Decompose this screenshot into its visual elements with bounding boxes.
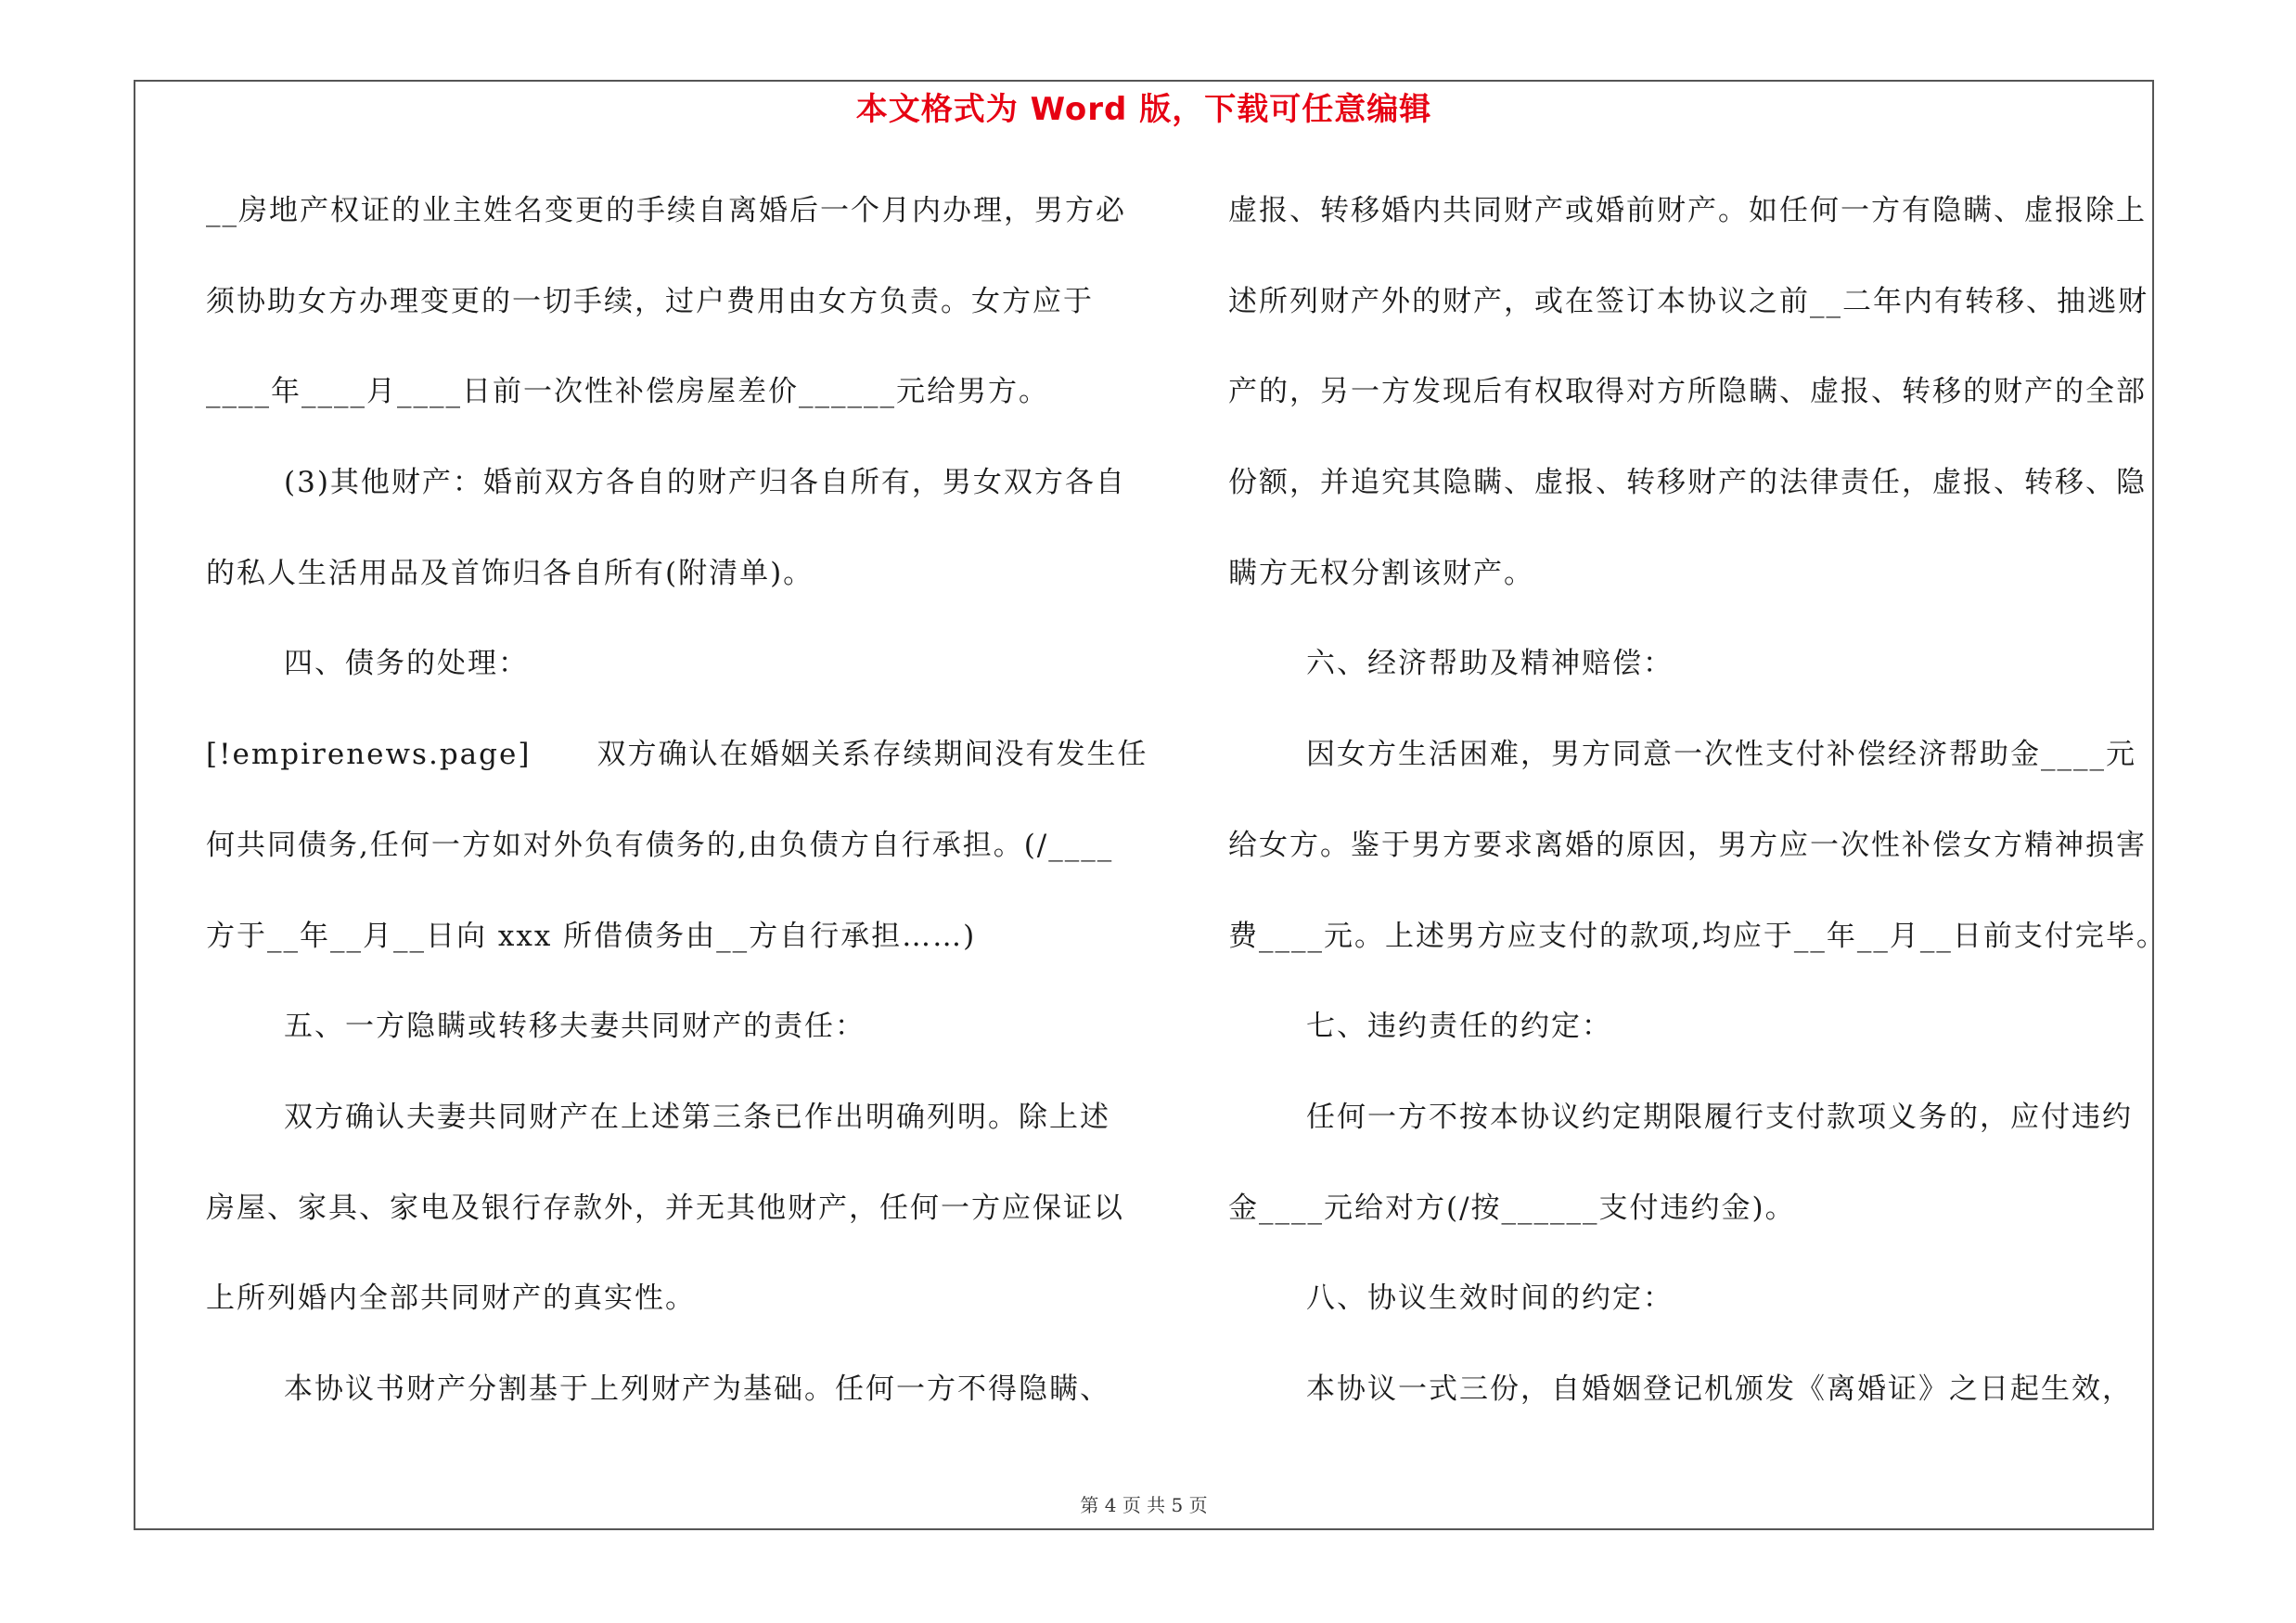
section-heading: 五、一方隐瞒或转移夫妻共同财产的责任： — [284, 1010, 866, 1044]
paragraph-line: 份额，并追究其隐瞒、虚报、转移财产的法律责任，虚报、转移、隐 — [1228, 466, 2147, 500]
paragraph-line: [!empirenews.page] 双方确认在婚姻关系存续期间没有发生任 — [206, 738, 1148, 772]
paragraph-line: 上所列婚内全部共同财产的真实性。 — [206, 1282, 696, 1316]
paragraph-line: 本协议书财产分割基于上列财产为基础。任何一方不得隐瞒、 — [284, 1372, 1110, 1406]
paragraph-line: 方于__年__月__日向 xxx 所借债务由__方自行承担……) — [206, 919, 977, 953]
format-notice-banner: 本文格式为 Word 版，下载可任意编辑 — [855, 91, 1432, 128]
section-heading: 六、经济帮助及精神赔偿： — [1306, 647, 1674, 681]
paragraph-line: 因女方生活困难，男方同意一次性支付补偿经济帮助金____元 — [1306, 738, 2136, 772]
paragraph-line: 房屋、家具、家电及银行存款外，并无其他财产，任何一方应保证以 — [206, 1191, 1124, 1225]
paragraph-line: 虚报、转移婚内共同财产或婚前财产。如任何一方有隐瞒、虚报除上 — [1228, 194, 2147, 227]
right-text-column — [1228, 186, 2167, 1455]
left-text-column — [206, 186, 1148, 1455]
section-heading: 四、债务的处理： — [284, 647, 529, 681]
paragraph-line: 的私人生活用品及首饰归各自所有(附清单)。 — [206, 556, 815, 590]
paragraph-line: (3)其他财产：婚前双方各自的财产归各自所有，男女双方各自 — [284, 466, 1126, 500]
paragraph-line: 费____元。上述男方应支付的款项,均应于__年__月__日前支付完毕。 — [1228, 919, 2167, 953]
paragraph-line: 述所列财产外的财产，或在签订本协议之前__二年内有转移、抽逃财 — [1228, 284, 2148, 318]
paragraph-line: 何共同债务,任何一方如对外负有债务的,由负债方自行承担。(/____ — [206, 828, 1114, 862]
paragraph-line: 瞒方无权分割该财产。 — [1228, 556, 1534, 590]
paragraph-line: 产的，另一方发现后有权取得对方所隐瞒、虚报、转移的财产的全部 — [1228, 375, 2147, 409]
paragraph-line: 金____元给对方(/按______支付违约金)。 — [1228, 1191, 1796, 1225]
section-heading: 七、违约责任的约定： — [1306, 1010, 1612, 1044]
paragraph-line: 给女方。鉴于男方要求离婚的原因，男方应一次性补偿女方精神损害 — [1228, 828, 2147, 862]
paragraph-line: __房地产权证的业主姓名变更的手续自离婚后一个月内办理，男方必 — [206, 194, 1126, 227]
paragraph-line: 任何一方不按本协议约定期限履行支付款项义务的，应付违约 — [1306, 1100, 2133, 1134]
section-heading: 八、协议生效时间的约定： — [1306, 1282, 1674, 1316]
paragraph-line: 双方确认夫妻共同财产在上述第三条已作出明确列明。除上述 — [284, 1100, 1110, 1134]
paragraph-line: 本协议一式三份，自婚姻登记机颁发《离婚证》之日起生效， — [1306, 1372, 2133, 1406]
paragraph-line: 须协助女方办理变更的一切手续，过户费用由女方负责。女方应于 — [206, 284, 1094, 318]
paragraph-line: ____年____月____日前一次性补偿房屋差价______元给男方。 — [206, 375, 1049, 409]
page-number: 第 4 页 共 5 页 — [1080, 1494, 1208, 1516]
